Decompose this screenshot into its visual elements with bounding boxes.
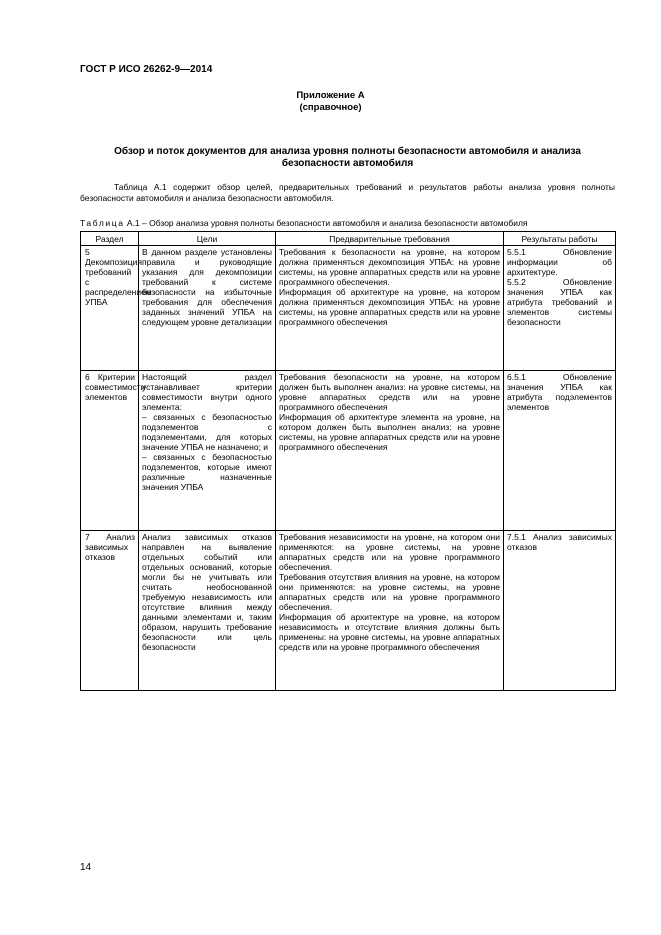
prerequisite-text: Информация об архитектуре элемента на уровне, на котором должен быть выполнен анализ: на уровне системы, на уровне аппаратных средств или на уровне программного обеспечения [279, 412, 500, 452]
section-cell: 5 Декомпозиция требований с распределением УПБА [81, 246, 139, 371]
document-code: ГОСТ Р ИСО 26262-9—2014 [80, 64, 213, 75]
column-header-prerequisites: Предварительные требования [276, 232, 504, 246]
section-cell: 7 Анализ зависимых отказов [81, 531, 139, 691]
section-cell: 6 Критерии совместимости элементов [81, 371, 139, 531]
table-row [81, 246, 616, 371]
result-text: 5.5.2 Обновление значения УПБА как атрибута требований и элементов системы безопасности [507, 277, 612, 327]
results-cell [504, 371, 616, 531]
column-header-results: Результаты работы [504, 232, 616, 246]
table-row [81, 371, 616, 531]
page-number: 14 [80, 862, 92, 873]
overview-table [80, 231, 616, 691]
table-caption-prefix: Таблица [80, 218, 125, 228]
prerequisite-text: Информация об архитектуре на уровне, на котором независимость и отсутствие влияния должны быть применены: на уровне системы, на уровне аппаратных средств или на уровне программного обеспечения [279, 612, 500, 652]
goals-cell [139, 246, 276, 371]
goals-text: Настоящий раздел устанавливает критерии совместимости внутри одного элемента: [142, 372, 272, 412]
intro-paragraph: Таблица А.1 содержит обзор целей, предварительных требований и результатов работы анализа уровня полноты безопасности автомобиля и анализа безопасности автомобиля. [80, 182, 615, 203]
table-caption-text: А.1 – Обзор анализа уровня полноты безопасности автомобиля и анализа безопасности автомобиля [126, 218, 528, 228]
prerequisites-cell [276, 531, 504, 691]
table-header-row [81, 232, 616, 246]
appendix-heading [0, 90, 661, 114]
prerequisite-text: Требования отсутствия влияния на уровне, на котором они применяются: на уровне системы, на уровне аппаратных средств или на уровне программного обеспечения. [279, 572, 500, 612]
result-text: 6.5.1 Обновление значения УПБА как атрибута подэлементов элементов [507, 372, 612, 412]
appendix-title: Приложение А [296, 90, 365, 101]
goals-text: – связанных с безопасностью подэлементов, которые имеют различные назначенные значения УПБА [142, 452, 272, 492]
appendix-subtitle: (справочное) [299, 102, 362, 113]
prerequisites-cell [276, 371, 504, 531]
page-title: Обзор и поток документов для анализа уровня полноты безопасности автомобиля и анализа безопасности автомобиля [114, 146, 581, 169]
result-text: 5.5.1 Обновление информации об архитектуре. [507, 247, 612, 277]
table-row [81, 531, 616, 691]
goals-cell [139, 371, 276, 531]
results-cell [504, 246, 616, 371]
column-header-section: Раздел [81, 232, 139, 246]
prerequisite-text: Требования независимости на уровне, на котором они применяются: на уровне системы, на уровне аппаратных средств или на уровне программного обеспечения. [279, 532, 500, 572]
goals-cell [139, 531, 276, 691]
result-text: 7.5.1 Анализ зависимых отказов [507, 532, 612, 552]
goals-text: Анализ зависимых отказов направлен на выявление отдельных событий или отдельных оснований, которые могли бы не учитывать или считать необоснованной требуемую независимость или отсутствие влияния между данными элементами и, таким образом, нарушить требование безопасности или цель безопасности [142, 532, 272, 652]
goals-text: В данном разделе установлены правила и руководящие указания для декомпозиции требований к системе безопасности на избыточные требования для обеспечения заданных значений УПБА на следующем уровне детализации [142, 247, 272, 327]
column-header-goals: Цели [139, 232, 276, 246]
goals-text: – связанных с безопасностью подэлементов с подэлементами, для которых значение УПБА не назначено; и [142, 412, 272, 452]
table-caption [80, 218, 528, 228]
prerequisite-text: Требования безопасности на уровне, на котором должен быть выполнен анализ: на уровне системы, на уровне аппаратных средств или на уровне программного обеспечения [279, 372, 500, 412]
results-cell [504, 531, 616, 691]
prerequisites-cell [276, 246, 504, 371]
prerequisite-text: Информация об архитектуре на уровне, на котором должна применяться декомпозиция УПБА: на уровне системы, на уровне аппаратных средств или на уровне программного обеспечения [279, 287, 500, 327]
prerequisite-text: Требования к безопасности на уровне, на котором должна применяться декомпозиция УПБА: на уровне системы, на уровне аппаратных средств или на уровне программного обеспечения. [279, 247, 500, 287]
